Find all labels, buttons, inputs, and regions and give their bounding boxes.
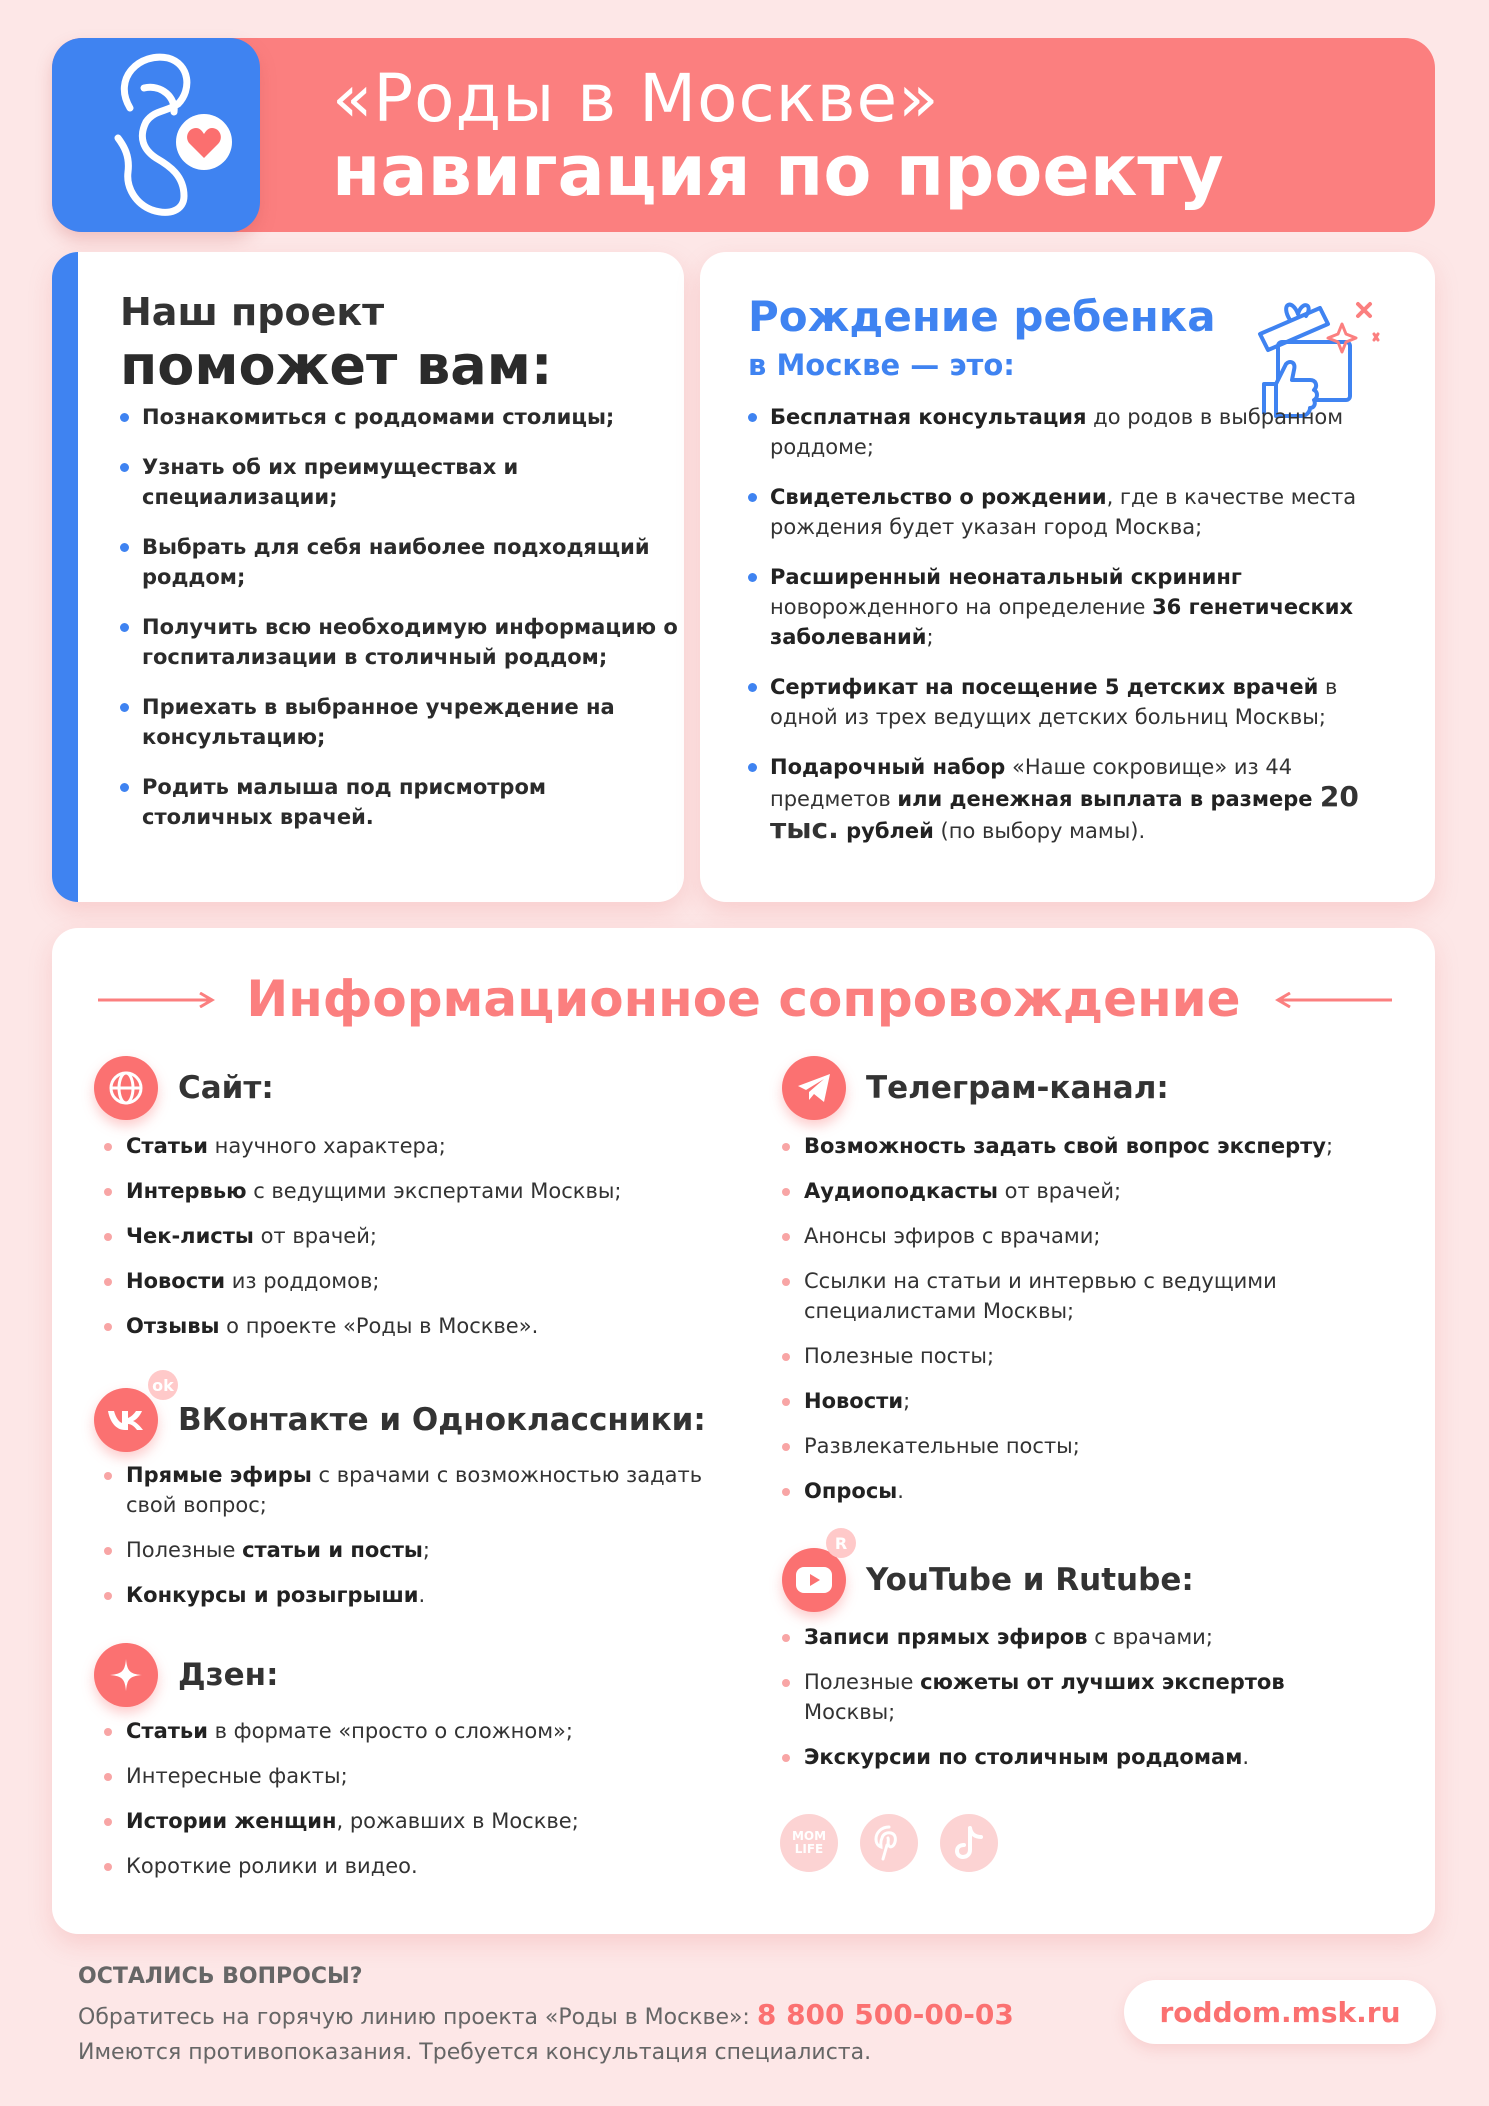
rutube-badge-icon: R — [826, 1528, 856, 1558]
vk-section-header — [94, 1375, 706, 1452]
pregnant-woman-heart-icon — [52, 38, 260, 232]
vk-list — [104, 1460, 704, 1625]
header-title-line1: «Роды в Москве» — [332, 60, 940, 137]
youtube-list — [782, 1622, 1382, 1787]
card-accent-bar — [52, 252, 78, 902]
tiktok-icon[interactable] — [940, 1814, 998, 1872]
list-item: Новости из роддомов; — [104, 1266, 704, 1296]
help-list — [120, 402, 680, 852]
list-item: Полезные сюжеты от лучших экспертов Москвы; — [782, 1667, 1382, 1727]
list-item: Конкурсы и розыгрыши. — [104, 1580, 704, 1610]
project-help-card — [52, 252, 684, 902]
left-heading-big: поможет вам: — [120, 334, 553, 397]
list-item: Свидетельство о рождении, где в качестве места рождения будет указан город Москва; — [748, 482, 1408, 542]
youtube-section-header — [782, 1533, 1194, 1612]
left-heading-small: Наш проект — [120, 290, 385, 334]
info-title: Информационное сопровождение — [246, 970, 1241, 1028]
momlife-icon[interactable]: MOM LIFE — [780, 1814, 838, 1872]
dzen-list — [104, 1716, 704, 1896]
list-item: Получить всю необходимую информацию о госпитализации в столичный роддом; — [120, 612, 680, 672]
list-item: Полезные статьи и посты; — [104, 1535, 704, 1565]
header-title-line2: навигация по проекту — [332, 130, 1224, 212]
benefits-list — [748, 402, 1408, 866]
pinterest-icon[interactable] — [860, 1814, 918, 1872]
list-item: Сертификат на посещение 5 детских врачей в одной из трех ведущих детских больниц Москвы; — [748, 672, 1408, 732]
list-item: Интервью с ведущими экспертами Москвы; — [104, 1176, 704, 1206]
youtube-icon — [782, 1533, 848, 1612]
logo — [52, 38, 260, 232]
list-item: Аудиоподкасты от врачей; — [782, 1176, 1382, 1206]
list-item: Истории женщин, рожавших в Москве; — [104, 1806, 704, 1836]
list-item: Приехать в выбранное учреждение на консультацию; — [120, 692, 680, 752]
telegram-section-header — [782, 1056, 1169, 1120]
right-heading-big: Рождение ребенка — [748, 292, 1216, 341]
list-item: Прямые эфиры с врачами с возможностью задать свой вопрос; — [104, 1460, 704, 1520]
list-item: Полезные посты; — [782, 1341, 1382, 1371]
list-item: Статьи в формате «просто о сложном»; — [104, 1716, 704, 1746]
list-item: Записи прямых эфиров с врачами; — [782, 1622, 1382, 1652]
site-section-header — [94, 1056, 274, 1120]
list-item: Отзывы о проекте «Роды в Москве». — [104, 1311, 704, 1341]
youtube-title: YouTube и Rutube: — [866, 1562, 1194, 1598]
ok-badge-icon: ok — [148, 1370, 178, 1400]
list-item: Ссылки на статьи и интервью с ведущими специалистами Москвы; — [782, 1266, 1382, 1326]
list-item: Интересные факты; — [104, 1761, 704, 1791]
list-item: Выбрать для себя наиболее подходящий роддом; — [120, 532, 680, 592]
list-item: Опросы. — [782, 1476, 1382, 1506]
site-title: Сайт: — [178, 1070, 274, 1106]
dzen-section-header — [94, 1643, 278, 1707]
globe-icon — [94, 1056, 158, 1120]
footer-question: ОСТАЛИСЬ ВОПРОСЫ? — [78, 1964, 363, 1989]
dzen-star-icon — [94, 1643, 158, 1707]
list-item: Бесплатная консультация до родов в выбранном роддоме; — [748, 402, 1408, 462]
birth-benefits-card — [700, 252, 1435, 902]
list-item: Новости; — [782, 1386, 1382, 1416]
dzen-title: Дзен: — [178, 1657, 279, 1693]
telegram-icon — [782, 1056, 846, 1120]
list-item: Статьи научного характера; — [104, 1131, 704, 1161]
telegram-title: Телеграм-канал: — [866, 1070, 1169, 1106]
arrow-left-icon — [1274, 992, 1394, 1008]
list-item: Подарочный набор «Наше сокровище» из 44 предметов или денежная выплата в размере 20 тыс. рублей (по выбору мамы). — [748, 752, 1408, 846]
info-support-card — [52, 928, 1435, 1934]
list-item: Расширенный неонатальный скрининг новорожденного на определение 36 генетических заболеваний; — [748, 562, 1408, 652]
list-item: Возможность задать свой вопрос эксперту; — [782, 1131, 1382, 1161]
footer-hotline: Обратитесь на горячую линию проекта «Роды в Москве»: 8 800 500-00-03 — [78, 1998, 1014, 2031]
telegram-list — [782, 1131, 1382, 1521]
list-item: Короткие ролики и видео. — [104, 1851, 704, 1881]
footer-disclaimer: Имеются противопоказания. Требуется консультация специалиста. — [78, 2040, 872, 2065]
website-link[interactable]: roddom.msk.ru — [1124, 1980, 1436, 2044]
list-item: Анонсы эфиров с врачами; — [782, 1221, 1382, 1251]
list-item: Экскурсии по столичным роддомам. — [782, 1742, 1382, 1772]
list-item: Развлекательные посты; — [782, 1431, 1382, 1461]
vk-icon — [94, 1375, 174, 1452]
list-item: Познакомиться с роддомами столицы; — [120, 402, 680, 432]
vk-title: ВКонтакте и Одноклассники: — [178, 1402, 706, 1438]
list-item: Родить малыша под присмотром столичных врачей. — [120, 772, 680, 832]
list-item: Узнать об их преимуществах и специализации; — [120, 452, 680, 512]
hotline-phone[interactable]: 8 800 500-00-03 — [756, 1998, 1014, 2031]
site-list — [104, 1131, 704, 1356]
list-item: Чек-листы от врачей; — [104, 1221, 704, 1251]
right-heading-small: в Москве — это: — [748, 348, 1015, 382]
